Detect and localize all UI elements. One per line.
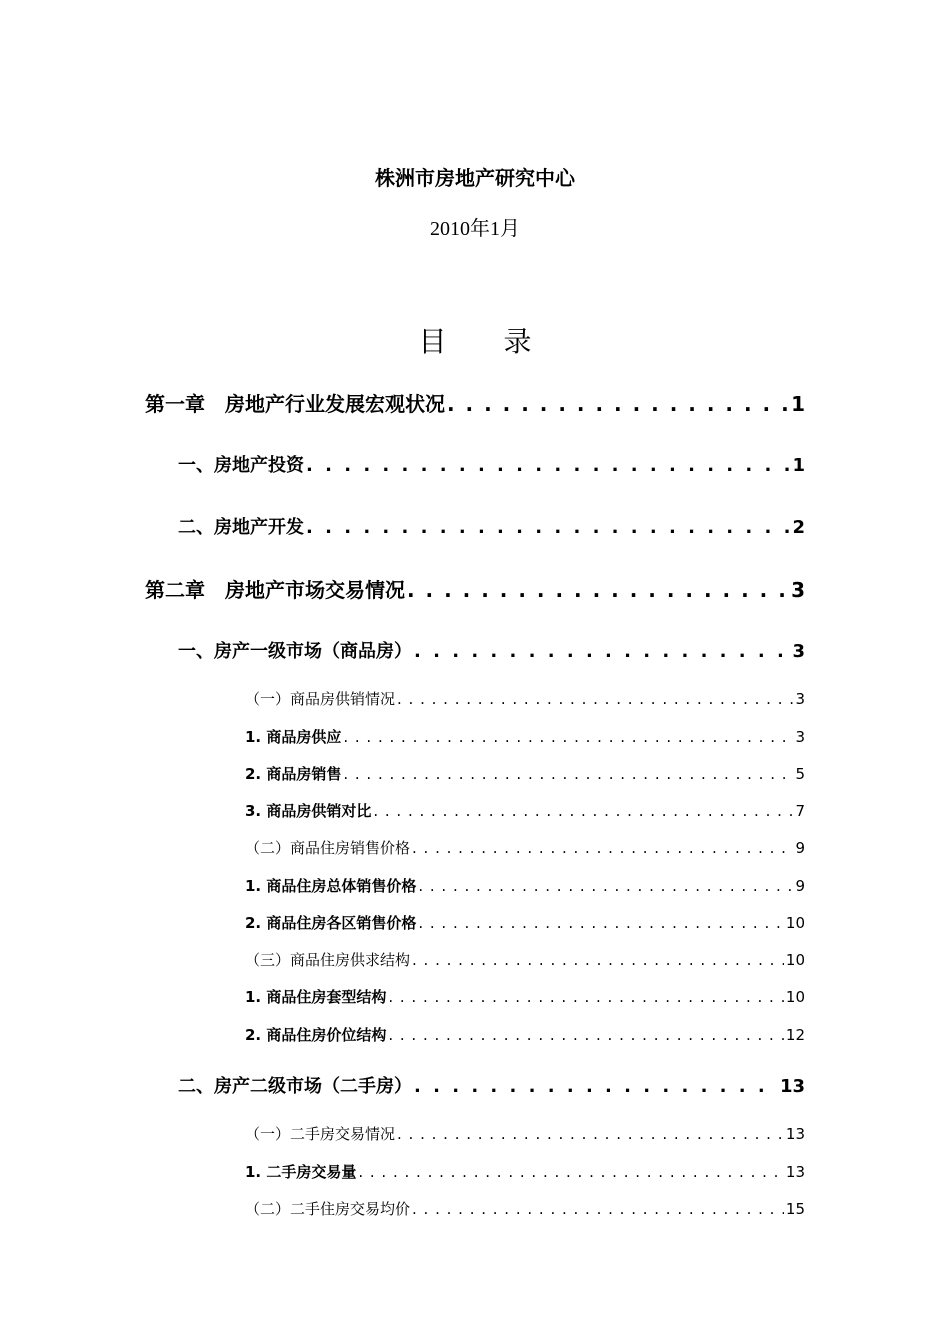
toc-leader-dots: [397, 1125, 784, 1143]
toc-entry-item[interactable]: [245, 763, 805, 784]
toc-entry-text: 二、房产二级市场（二手房）: [178, 1076, 412, 1097]
toc-entry-text: （一）商品房供销情况: [245, 690, 396, 708]
toc-entry-chapter-2[interactable]: [145, 574, 805, 603]
toc-leader-dots: [414, 1076, 778, 1097]
toc-entry-text: 一、房地产投资: [178, 455, 304, 476]
toc-page-number: 9: [795, 839, 805, 857]
toc-page-number: 7: [795, 802, 805, 820]
toc-leader-dots: [388, 1026, 784, 1044]
toc-entry-item[interactable]: [245, 800, 805, 821]
toc-leader-dots: [414, 641, 790, 662]
toc-entry-item[interactable]: [245, 912, 805, 933]
toc-entry-text: （一）二手房交易情况: [245, 1125, 396, 1143]
toc-entry-text: （二）商品住房销售价格: [245, 839, 411, 857]
toc-entry-subsection[interactable]: [245, 949, 805, 970]
toc-page-number: 10: [785, 988, 805, 1006]
toc-entry-text: 1. 二手房交易量: [245, 1163, 357, 1181]
toc-entry-chapter-1[interactable]: [145, 388, 805, 417]
toc-entry-text: （三）商品住房供求结构: [245, 951, 411, 969]
toc-leader-dots: [306, 517, 790, 538]
toc-entry-item[interactable]: [245, 1161, 805, 1182]
toc-entry-text: 3. 商品房供销对比: [245, 802, 372, 820]
toc-page-number: 10: [785, 914, 805, 932]
toc-page-number: 2: [792, 517, 805, 538]
toc-page-number: 13: [785, 1125, 805, 1143]
toc-entry-section[interactable]: [178, 513, 805, 539]
toc-entry-text: 一、房产一级市场（商品房）: [178, 641, 412, 662]
toc-page-number: 15: [785, 1200, 805, 1218]
toc-leader-dots: [447, 392, 789, 416]
toc-page-number: 10: [785, 951, 805, 969]
toc-entry-subsection[interactable]: [245, 1198, 805, 1219]
toc-page-number: 13: [785, 1163, 805, 1181]
toc-entry-item[interactable]: [245, 1024, 805, 1045]
toc-leader-dots: [418, 877, 793, 895]
toc-entry-text: 第二章 房地产市场交易情况: [145, 578, 405, 602]
publication-date: 2010年1月: [430, 218, 520, 240]
toc-leader-dots: [412, 951, 784, 969]
toc-page-number: 9: [795, 877, 805, 895]
toc-page-number: 3: [795, 690, 805, 708]
toc-page-number: 12: [785, 1026, 805, 1044]
toc-entry-item[interactable]: [245, 986, 805, 1007]
toc-page-number: 5: [795, 765, 805, 783]
toc-entry-item[interactable]: [245, 726, 805, 747]
toc-entry-text: 1. 商品住房套型结构: [245, 988, 387, 1006]
toc-leader-dots: [412, 1200, 784, 1218]
toc-entry-section[interactable]: [178, 1072, 805, 1098]
toc-page-number: 3: [795, 728, 805, 746]
toc-leader-dots: [343, 728, 793, 746]
toc-page-number: 3: [791, 578, 805, 602]
toc-leader-dots: [343, 765, 793, 783]
toc-entry-subsection[interactable]: [245, 688, 805, 709]
toc-entry-text: 2. 商品住房价位结构: [245, 1026, 387, 1044]
toc-page-number: 1: [792, 455, 805, 476]
toc-page-number: 3: [792, 641, 805, 662]
toc-page-number: 13: [779, 1076, 805, 1097]
toc-title: 目 录: [418, 325, 556, 358]
toc-entry-section[interactable]: [178, 637, 805, 663]
toc-leader-dots: [418, 914, 784, 932]
toc-entry-subsection[interactable]: [245, 837, 805, 858]
toc-leader-dots: [397, 690, 793, 708]
toc-entry-text: （二）二手住房交易均价: [245, 1200, 411, 1218]
toc-leader-dots: [373, 802, 793, 820]
organization-name: 株洲市房地产研究中心: [375, 166, 575, 190]
toc-leader-dots: [388, 988, 784, 1006]
toc-entry-text: 2. 商品住房各区销售价格: [245, 914, 417, 932]
toc-leader-dots: [407, 578, 789, 602]
toc-entry-text: 2. 商品房销售: [245, 765, 342, 783]
toc-page-number: 1: [791, 392, 805, 416]
toc-entry-text: 1. 商品房供应: [245, 728, 342, 746]
toc-entry-text: 第一章 房地产行业发展宏观状况: [145, 392, 445, 416]
toc-entry-section[interactable]: [178, 451, 805, 477]
toc-leader-dots: [358, 1163, 784, 1181]
toc-entry-subsection[interactable]: [245, 1123, 805, 1144]
toc-entry-text: 1. 商品住房总体销售价格: [245, 877, 417, 895]
toc-entry-text: 二、房地产开发: [178, 517, 304, 538]
toc-entry-item[interactable]: [245, 875, 805, 896]
toc-leader-dots: [306, 455, 790, 476]
toc-leader-dots: [412, 839, 793, 857]
